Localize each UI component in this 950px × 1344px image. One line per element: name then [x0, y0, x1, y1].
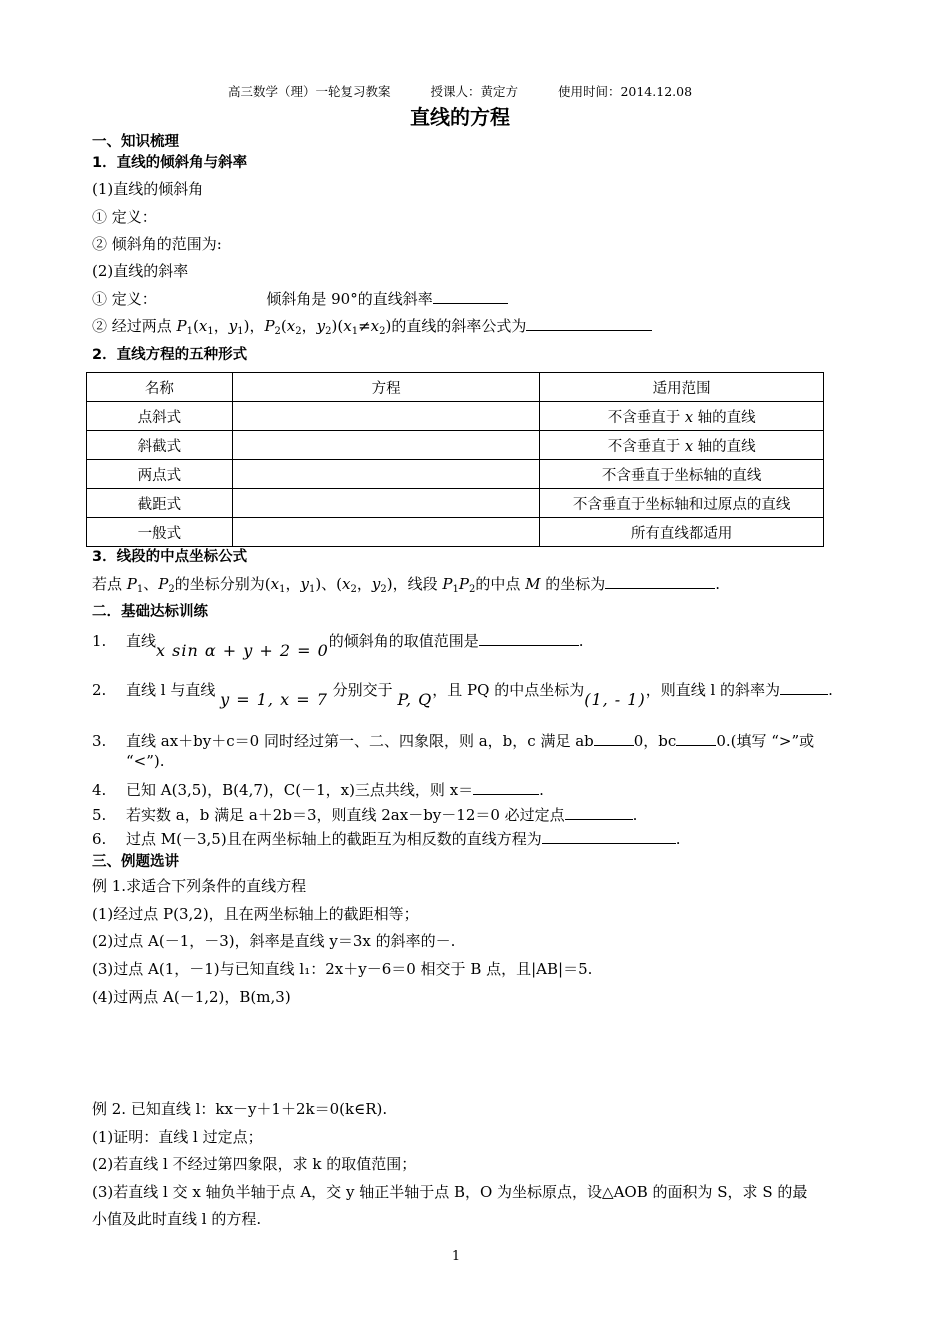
example-2-part-1: (1)证明：直线 l 过定点；: [92, 1128, 263, 1146]
question-number: 3.: [92, 732, 107, 750]
table-row: [87, 402, 824, 431]
midpoint-pre: 若点: [92, 575, 127, 593]
question-3: [92, 730, 814, 751]
example-1-title: 例 1.求适合下列条件的直线方程: [92, 877, 307, 895]
range-cell: 所有直线都适用: [540, 518, 824, 547]
q3-post: 0.(填写 “>”或: [716, 732, 815, 750]
answer-blank: [526, 316, 652, 331]
item-slope-definition: [92, 288, 508, 309]
example-2-part-3-cont: 小值及此时直线 l 的方程.: [92, 1210, 262, 1228]
q4-text: 已知 A(3,5)，B(4,7)，C(－1，x)三点共线，则 x＝: [126, 781, 474, 799]
midpoint-post: ，线段: [392, 575, 443, 593]
q3-mid: 0，bc: [633, 732, 677, 750]
item-inclination: (1)直线的倾斜角: [92, 180, 204, 198]
table-row: [87, 460, 824, 489]
q5-text: 若实数 a，b 满足 a＋2b＝3，则直线 2ax－by－12＝0 必过定点: [126, 806, 565, 824]
form-name-cell: 斜截式: [87, 431, 233, 460]
q2-midpoint: (1, - 1): [584, 690, 646, 709]
form-name-cell: 截距式: [87, 489, 233, 518]
question-number: 6.: [92, 830, 107, 848]
example-2-part-3: (3)若直线 l 交 x 轴负半轴于点 A，交 y 轴正半轴于点 B，O 为坐标原点，设△AOB 的面积为 S，求 S 的最: [92, 1183, 808, 1201]
q2-post: ，则直线 l 的斜率为: [645, 681, 781, 699]
item-slope-formula: ② 经过两点 $P_1(x_1$，$y_1$)，$P_2(x_2$，$y_2)(x_1\ne x_2)$的直线的斜率公式为: [92, 315, 652, 336]
question-6: 6. 过点 M(－3,5)且在两坐标轴上的截距互为相反数的直线方程为 .: [92, 830, 681, 848]
section-heading-3: 三、例题选讲: [92, 854, 179, 870]
question-number: 2.: [92, 681, 107, 699]
slope-formula-post: 的直线的斜率公式为: [391, 317, 527, 335]
page-number: 1: [451, 1249, 461, 1264]
q6-text: 过点 M(－3,5)且在两坐标轴上的截距互为相反数的直线方程为: [126, 830, 542, 848]
q2-pre: 直线 l 与直线: [126, 681, 216, 699]
slope-def-text: 倾斜角是 90°的直线斜率: [266, 290, 433, 308]
page-title: 直线的方程: [410, 105, 510, 129]
subheading-midpoint: 3．线段的中点坐标公式: [92, 549, 248, 565]
slope-formula-pre: ② 经过两点: [92, 317, 177, 335]
q2-formula: y = 1, x = 7: [220, 690, 328, 709]
equation-cell: [232, 489, 540, 518]
q2-mid2: ，且 PQ 的中点坐标为: [432, 681, 585, 699]
answer-blank: [605, 574, 715, 589]
example-1-part-4: (4)过两点 A(－1,2)，B(m,3): [92, 988, 291, 1006]
question-number: 4.: [92, 781, 107, 799]
table-header-cell: 适用范围: [540, 373, 824, 402]
equation-cell: [232, 518, 540, 547]
example-1-part-3: (3)过点 A(1，－1)与已知直线 l₁：2x＋y－6＝0 相交于 B 点，且|AB|＝5.: [92, 960, 593, 978]
midpoint-end: 的中点: [475, 575, 526, 593]
range-cell: 不含垂直于 x 轴的直线: [540, 402, 824, 431]
question-5: 5. 若实数 a，b 满足 a＋2b＝3，则直线 2ax－by－12＝0 必过定点 .: [92, 806, 638, 824]
question-1: 1. 直线x sin α + y + 2 = 0的倾斜角的取值范围是 .: [92, 632, 584, 660]
range-cell: 不含垂直于坐标轴和过原点的直线: [540, 489, 824, 518]
range-cell: 不含垂直于坐标轴的直线: [540, 460, 824, 489]
q1-post: 的倾斜角的取值范围是: [328, 632, 479, 650]
question-2: 2. 直线 l 与直线 y = 1, x = 7 分别交于 P, Q，且 PQ 的中点坐标为(1, - 1)，则直线 l 的斜率为 .: [92, 681, 833, 709]
question-number: 1.: [92, 632, 107, 650]
example-1-part-2: (2)过点 A(－1，－3)，斜率是直线 y＝3x 的斜率的－.: [92, 932, 456, 950]
midpoint-tail: 的坐标为: [540, 575, 606, 593]
table-header-cell: 名称: [87, 373, 233, 402]
form-name-cell: 两点式: [87, 460, 233, 489]
example-2-title: 例 2. 已知直线 l：kx－y＋1＋2k＝0(k∈R).: [92, 1100, 388, 1118]
header-teacher: 授课人：黄定方: [430, 84, 518, 99]
answer-blank: [542, 829, 676, 844]
q1-formula: x sin α + y + 2 = 0: [156, 641, 329, 660]
table-row: [87, 489, 824, 518]
answer-blank: [594, 731, 634, 746]
item-range: ② 倾斜角的范围为:: [92, 235, 222, 253]
question-number: 5.: [92, 806, 107, 824]
answer-blank: [433, 289, 508, 304]
table-row: [87, 518, 824, 547]
answer-blank: [676, 731, 716, 746]
section-heading-1: 一、知识梳理: [92, 134, 179, 150]
range-cell: 不含垂直于 x 轴的直线: [540, 431, 824, 460]
answer-blank: [473, 780, 539, 795]
section-heading-2: 二．基础达标训练: [92, 604, 208, 620]
equation-cell: [232, 402, 540, 431]
question-4: 4. 已知 A(3,5)，B(4,7)，C(－1，x)三点共线，则 x＝ .: [92, 781, 544, 799]
equation-cell: [232, 431, 540, 460]
table-header-cell: 方程: [232, 373, 540, 402]
q3-text: 直线 ax＋by＋c＝0 同时经过第一、二、四象限，则 a，b，c 满足 ab: [126, 732, 594, 750]
equation-cell: [232, 460, 540, 489]
page-header: [0, 82, 920, 100]
header-date: 使用时间：2014.12.08: [557, 84, 693, 99]
q1-pre: 直线: [126, 632, 157, 650]
slope-def-label: ① 定义：: [92, 290, 157, 308]
header-course: 高三数学（理）一轮复习教案: [227, 84, 391, 99]
table-row: [87, 431, 824, 460]
answer-blank: [780, 680, 828, 695]
q2-points: P, Q: [397, 690, 433, 709]
q2-mid: 分别交于: [332, 681, 393, 699]
example-1-part-1: (1)经过点 P(3,2)，且在两坐标轴上的截距相等；: [92, 905, 419, 923]
item-definition: ① 定义：: [92, 208, 157, 226]
midpoint-formula: 若点 $P_1$、$P_2$的坐标分别为($x_1$，$y_1$)、($x_2$，$y_2$)，线段 $P_1P_2$的中点 M 的坐标为 .: [92, 575, 721, 595]
line-forms-table: [86, 372, 824, 547]
subheading-slope: 1．直线的倾斜角与斜率: [92, 155, 248, 171]
table-header-row: [87, 373, 824, 402]
item-slope: (2)直线的斜率: [92, 262, 189, 280]
form-name-cell: 一般式: [87, 518, 233, 547]
form-name-cell: 点斜式: [87, 402, 233, 431]
answer-blank: [565, 805, 633, 820]
example-2-part-2: (2)若直线 l 不经过第四象限，求 k 的取值范围；: [92, 1155, 417, 1173]
answer-blank: [479, 631, 579, 646]
question-3-cont: “<”).: [126, 752, 165, 770]
midpoint-mid: 的坐标分别为: [174, 575, 265, 593]
subheading-five-forms: 2．直线方程的五种形式: [92, 347, 248, 363]
